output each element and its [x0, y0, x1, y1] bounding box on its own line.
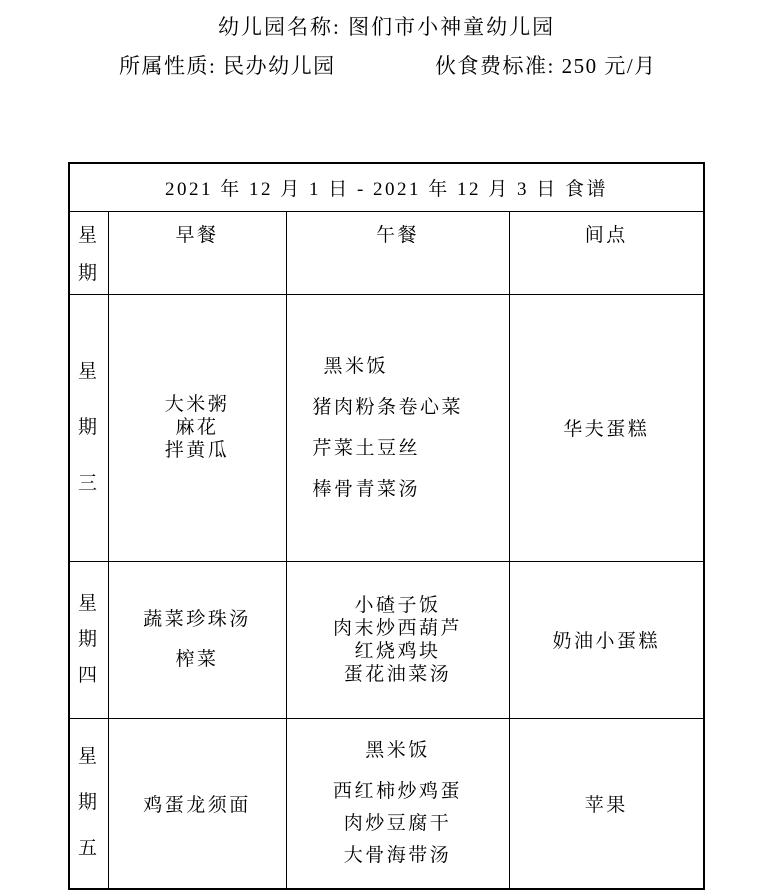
lunch-cell-wednesday [286, 294, 509, 561]
menu-item: 大骨海带汤 [343, 844, 452, 866]
menu-item: 小碴子饭 [354, 594, 441, 616]
column-header-breakfast: 早餐 [108, 211, 286, 294]
day-cell-thursday [69, 561, 108, 718]
table-header-row [69, 211, 704, 294]
table-row-thursday [69, 561, 704, 718]
menu-item: 猪肉粉条卷心菜 [312, 396, 464, 418]
column-header-day-char: 期 [77, 262, 100, 284]
menu-item: 红烧鸡块 [354, 640, 441, 662]
fee-standard-line: 伙食费标准: 250 元/月 [435, 54, 657, 78]
day-cell-friday [69, 718, 108, 889]
table-title: 2021 年 12 月 1 日 - 2021 年 12 月 3 日 食谱 [69, 163, 704, 211]
day-char: 星 [77, 746, 100, 768]
breakfast-cell-friday [108, 718, 286, 889]
day-char: 三 [77, 472, 100, 494]
menu-item: 奶油小蛋糕 [552, 631, 661, 652]
ownership-line: 所属性质: 民办幼儿园 [119, 54, 336, 78]
menu-item: 鸡蛋龙须面 [143, 794, 251, 816]
breakfast-cell-thursday [108, 561, 286, 718]
menu-item: 西红柿炒鸡蛋 [332, 780, 462, 802]
menu-item: 蔬菜珍珠汤 [143, 608, 251, 630]
column-header-snack: 间点 [509, 211, 704, 294]
column-header-day-char: 星 [77, 224, 100, 246]
day-char: 四 [77, 664, 100, 686]
menu-item: 榨菜 [175, 648, 219, 670]
day-char: 星 [77, 592, 100, 614]
menu-item: 肉末炒西葫芦 [332, 617, 462, 639]
menu-item: 苹果 [584, 794, 628, 816]
menu-item: 肉炒豆腐干 [343, 812, 452, 834]
lunch-cell-friday [286, 718, 509, 889]
menu-item: 麻花 [175, 417, 219, 438]
lunch-cell-thursday [286, 561, 509, 718]
snack-cell-friday [509, 718, 704, 889]
menu-item: 拌黄瓜 [164, 440, 230, 461]
menu-item: 芹菜土豆丝 [312, 437, 421, 459]
table-title-row [69, 163, 704, 211]
snack-cell-thursday [509, 561, 704, 718]
day-char: 星 [77, 360, 100, 382]
snack-cell-wednesday [509, 294, 704, 561]
menu-item: 华夫蛋糕 [563, 419, 650, 440]
menu-item: 棒骨青菜汤 [312, 478, 421, 500]
menu-item: 蛋花油菜汤 [343, 663, 452, 685]
day-char: 期 [77, 628, 100, 650]
breakfast-cell-wednesday [108, 294, 286, 561]
day-char: 五 [77, 838, 100, 860]
column-header-day [69, 211, 108, 294]
menu-item: 黑米饭 [365, 739, 430, 761]
menu-item: 大米粥 [164, 394, 230, 415]
day-cell-wednesday [69, 294, 108, 561]
menu-item: 黑米饭 [323, 355, 389, 377]
column-header-lunch: 午餐 [286, 211, 509, 294]
day-char: 期 [77, 792, 100, 814]
table-row-wednesday [69, 294, 704, 561]
kindergarten-name-line: 幼儿园名称: 图们市小神童幼儿园 [218, 15, 556, 39]
menu-table [68, 162, 705, 890]
day-char: 期 [77, 416, 100, 438]
table-row-friday [69, 718, 704, 889]
